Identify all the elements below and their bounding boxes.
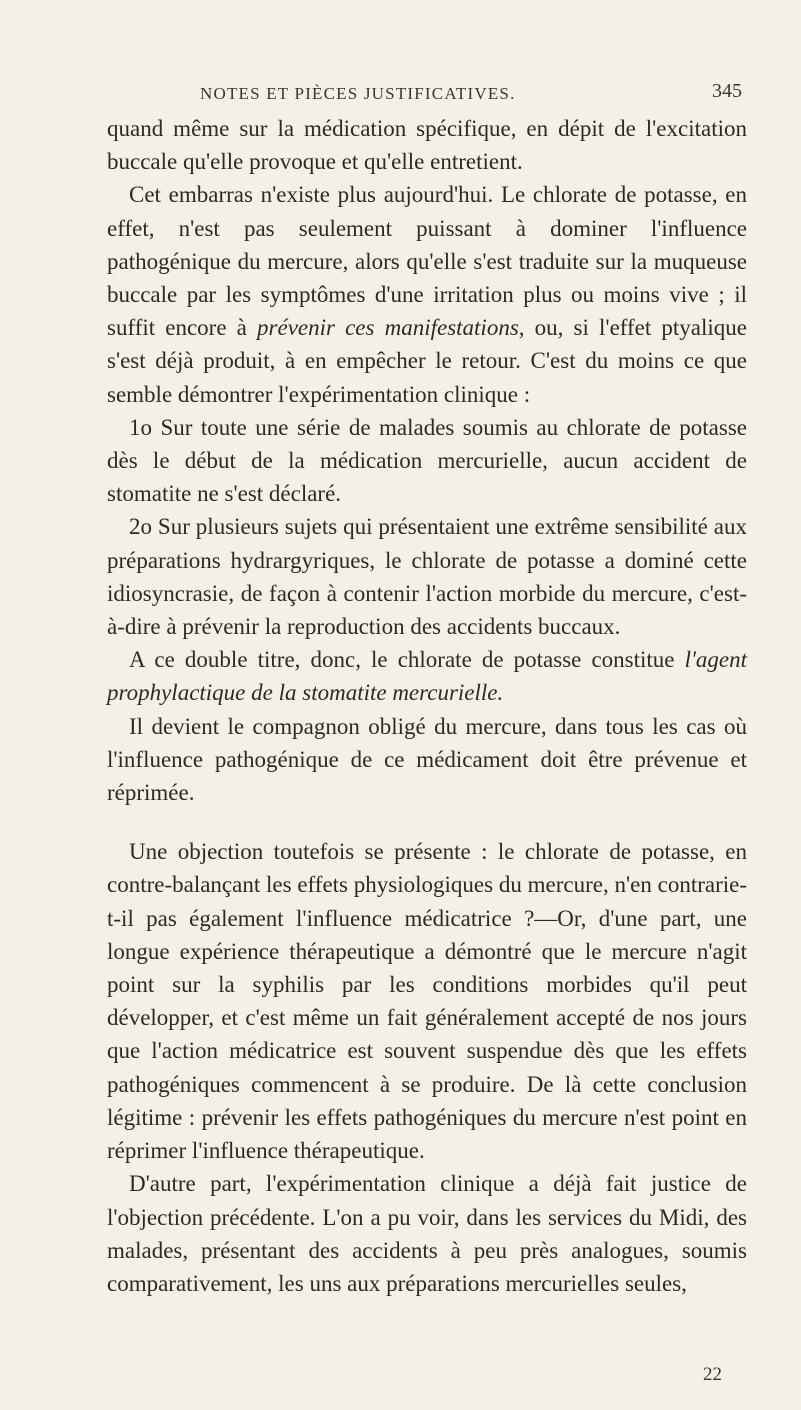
- paragraph-text: ou, si l'effet ptyalique s'est déjà produit, à en empêcher le retour. C'est du moins ce que semble démontrer l'expérimentation clinique :: [107, 315, 747, 407]
- paragraph: quand même sur la médication spécifique, en dépit de l'excitation buccale qu'elle provoque et qu'elle entretient.: [107, 116, 747, 175]
- page-number: 345: [712, 80, 742, 102]
- signature-mark: 22: [703, 1364, 722, 1385]
- paragraph: [107, 643, 747, 709]
- paragraph: D'autre part, l'expérimentation clinique a déjà fait justice de l'objection précédente. L'on a pu voir, dans les services du Midi, des malades, présentant des accidents à peu près analogues, soumis comparativement, les uns aux préparations mercurielles seules,: [107, 1171, 747, 1296]
- body-text: [107, 112, 747, 1300]
- italic-phrase: l'agent prophylactique de la stomatite mercurielle.: [107, 647, 747, 706]
- italic-phrase: prévenir ces manifestations,: [257, 315, 525, 341]
- running-head: [0, 80, 801, 108]
- paragraph: [107, 178, 747, 410]
- paragraph: Il devient le compagnon obligé du mercure, dans tous les cas où l'influence pathogénique de ce médicament doit être prévenue et réprimée.: [107, 713, 747, 806]
- paragraph: Une objection toutefois se présente : le chlorate de potasse, en contre-balançant les effets physiologiques du mercure, n'en contrarie-t-il pas également l'influence médicatrice ?—Or, d'une part, une longue expérience thérapeutique a démontré que le mercure n'agit point sur la syphilis par les conditions morbides qu'il peut développer, et c'est même un fait généralement accepté de nos jours que l'action médicatrice est souvent suspendue dès que les effets pathogéniques commencent à se produire. De là cette conclusion légitime : prévenir les effets pathogéniques du mercure n'est point en réprimer l'influence thérapeutique.: [107, 839, 747, 1164]
- numbered-paragraph: 2o Sur plusieurs sujets qui présentaient une extrême sensibilité aux préparations hydrargyriques, le chlorate de potasse a dominé cette idiosyncrasie, de façon à contenir l'action morbide du mercure, c'est-à-dire à prévenir la reproduction des accidents buccaux.: [107, 514, 747, 640]
- paragraph-text: A ce double titre, donc, le chlorate de potasse constitue: [129, 647, 675, 673]
- paragraph-text: Cet embarras n'existe plus aujourd'hui. Le chlorate de potasse, en effet, n'est pas seulement puissant à dominer l'influence pathogénique du mercure, alors qu'elle s'est traduite sur la muqueuse buccale par les symptômes d'une irritation plus ou moins vive ; il suffit encore à: [107, 182, 747, 341]
- numbered-paragraph: 1o Sur toute une série de malades soumis au chlorate de potasse dès le début de la médication mercurielle, aucun accident de stomatite ne s'est déclaré.: [107, 414, 747, 507]
- running-head-title: NOTES ET PIÈCES JUSTIFICATIVES.: [200, 84, 516, 103]
